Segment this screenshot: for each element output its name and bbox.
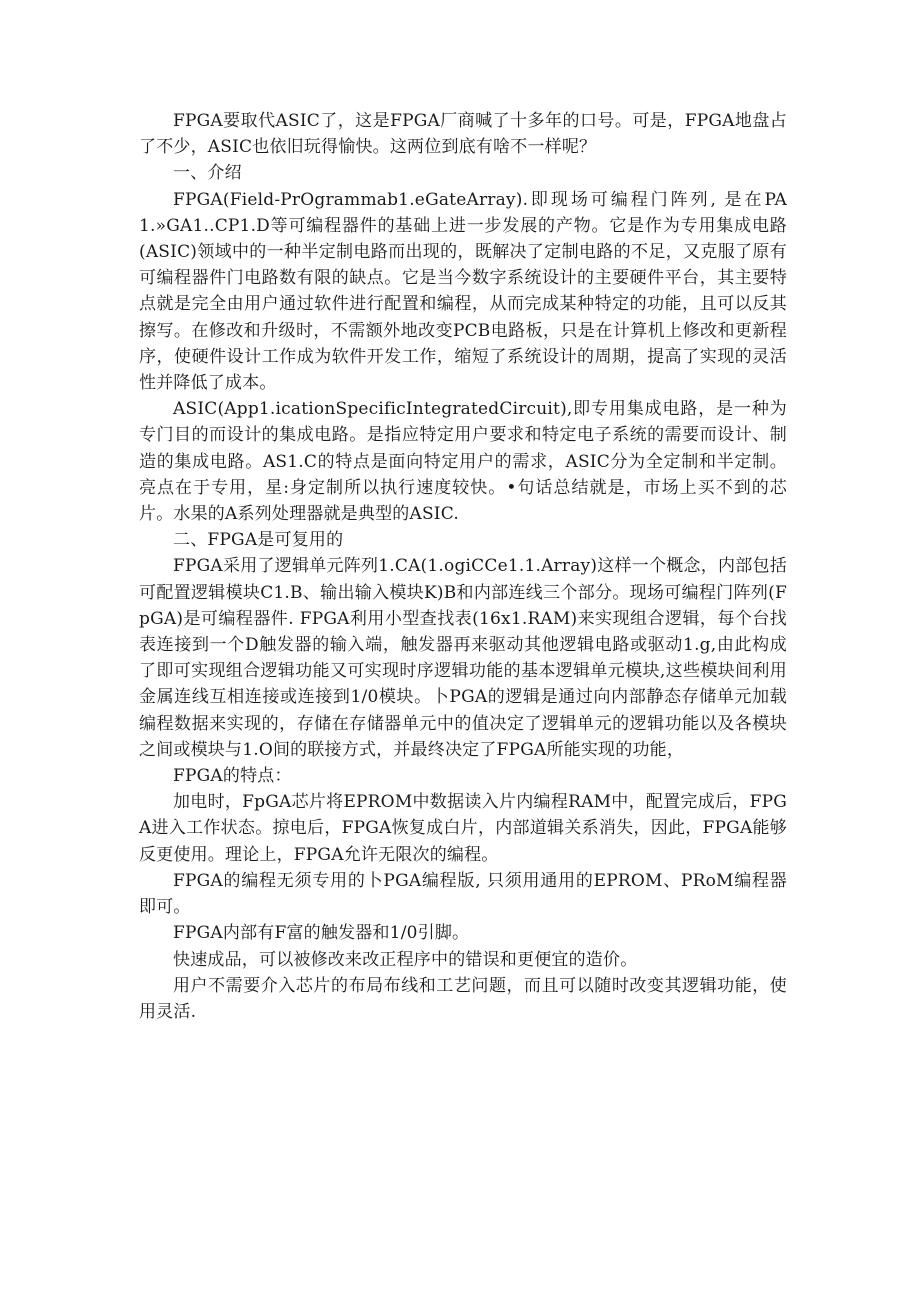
section-heading-reusable: 二、FPGA是可复用的	[173, 530, 344, 551]
paragraph-asic-definition: ASIC(App1.icationSpecificIntegratedCircuit),即专用集成电路，是一种为专门目的而设计的集成电路。是指应特定用户要求和特定电子系统的需要而设计、制造的集成电路。AS1.C的特点是面向特定用户的需求，ASIC分为全定制和半定制。亮点在于专用，星:身定制所以执行速度较快。•句话总结就是，市场上买不到的芯片。水果的A系列处理器就是典型的ASIC.	[139, 399, 787, 525]
paragraph-intro: FPGA要取代ASIC了，这是FPGA厂商喊了十多年的口号。可是，FPGA地盘占了不少，ASIC也依旧玩得愉快。这两位到底有啥不一样呢？	[139, 111, 787, 158]
paragraph-feature-programmer: FPGA的编程无须专用的卜PGA编程版, 只须用通用的EPROM、PRoM编程器即可。	[139, 870, 787, 918]
paragraph-fpga-architecture: FPGA采用了逻辑单元阵列1.CA(1.ogiCCe1.1.Array)这样一个概念，内部包括可配置逻辑模块C1.B、输出输入模块K)B和内部连线三个部分。现场可编程门阵列(FpGA)是可编程器件. FPGA利用小型查找表(16x1.RAM)来实现组合逻辑，每个台找表连接到一个D触发器的输入端，触发器再来驱动其他逻辑电路或驱动1.g,由此构成了即可实现组合逻辑功能又可实现时序逻辑功能的基本逻辑单元模块,这些模块间利用金属连线互相连接或连接到1/0模块。卜PGA的逻辑是通过向内部静态存储单元加载编程数据来实现的，存储在存储器单元中的值决定了逻辑单元的逻辑功能以及各模块之间或模块与1.O间的联接方式，并最终决定了FPGA所能实现的功能，	[139, 556, 787, 760]
document-body	[139, 108, 787, 1025]
paragraph-feature-flipflops: FPGA内部有F富的触发器和1/0引脚。	[173, 923, 470, 944]
section-heading-introduction: 一、介绍	[173, 163, 242, 184]
paragraph-feature-power-on: 加电时，FpGA芯片将EPROM中数据读入片内编程RAM中，配置完成后，FPGA进入工作状态。掠电后，FPGA恢复成白片，内部道辑关系消失，因此，FPGA能够反更使用。理论上，FPGA允许无限次的编程。	[139, 792, 787, 865]
paragraph-feature-flexible: 用户不需要介入芯片的布局布线和工艺问题，而且可以随时改变其逻辑功能，使用灵活.	[139, 975, 787, 1022]
subheading-fpga-features: FPGA的特点：	[173, 766, 292, 787]
paragraph-fpga-definition: FPGA(Field-PrOgrammab1.eGateArray).即现场可编程门阵列, 是在PA1.»GA1..CP1.D等可编程器件的基础上进一步发展的产物。它是作为专用集成电路(ASIC)领域中的一种半定制电路而出现的，既解决了定制电路的不足，又克服了原有可编程器件门电路数有限的缺点。它是当今数字系统设计的主要硬件平台，其主要特点就是完全由用户通过软件进行配置和编程，从而完成某种特定的功能，且可以反其擦写。在修改和升级时，不需额外地改变PCB电路板，只是在计算机上修改和更新程序，使硬件设计工作成为软件开发工作，缩短了系统设计的周期，提高了实现的灵活性并降低了成本。	[139, 189, 787, 394]
paragraph-feature-fast-product: 快速成品，可以被修改来改正程序中的错误和更便宜的造价。	[173, 949, 638, 970]
